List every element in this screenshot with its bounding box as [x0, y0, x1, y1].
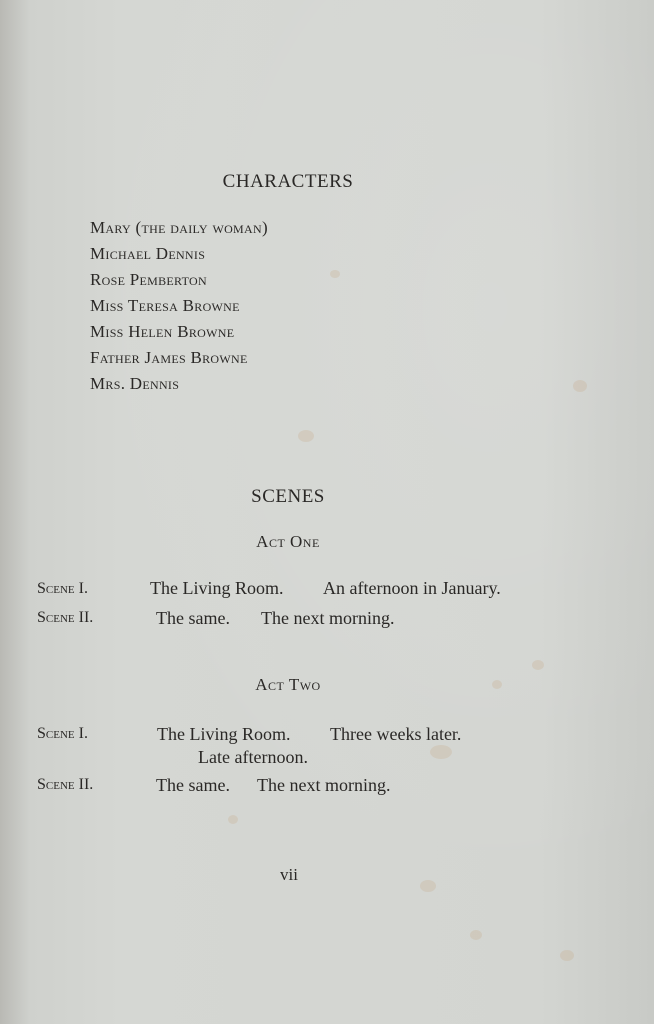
foxing-spot	[420, 880, 436, 892]
character-mary: Mary (the daily woman)	[90, 218, 268, 237]
act-two-scene-2-label: Scene II.	[37, 776, 94, 793]
act-one-scene-1-place: The Living Room.	[150, 578, 284, 598]
character-michael-dennis: Michael Dennis	[90, 244, 206, 263]
foxing-spot	[330, 270, 340, 278]
act-one-title: Act One	[256, 532, 320, 551]
act-one-scene-2-time: The next morning.	[261, 608, 395, 628]
act-two-scene-1-time: Three weeks later.	[330, 724, 462, 744]
character-james-browne: Father James Browne	[90, 348, 248, 367]
foxing-spot	[560, 950, 574, 961]
foxing-spot	[573, 380, 587, 392]
foxing-spot	[470, 930, 482, 940]
foxing-spot	[298, 430, 314, 442]
act-two-title: Act Two	[255, 675, 321, 694]
character-mrs-dennis: Mrs. Dennis	[90, 374, 180, 393]
act-two-scene-2-time: The next morning.	[257, 775, 391, 795]
act-two-scene-1-place: The Living Room.	[157, 724, 291, 744]
page-number: vii	[280, 865, 298, 884]
act-two-scene-2-place: The same.	[156, 775, 230, 795]
act-one-scene-1-time: An afternoon in January.	[323, 578, 501, 598]
foxing-spot	[430, 745, 452, 759]
act-two-scene-1-time-continued: Late afternoon.	[198, 747, 308, 767]
act-two-scene-1-label: Scene I.	[37, 725, 88, 742]
character-rose-pemberton: Rose Pemberton	[90, 270, 207, 289]
character-teresa-browne: Miss Teresa Browne	[90, 296, 240, 315]
foxing-spot	[532, 660, 544, 670]
act-one-scene-2-label: Scene II.	[37, 609, 94, 626]
act-one-scene-2-place: The same.	[156, 608, 230, 628]
act-one-scene-1-label: Scene I.	[37, 580, 88, 597]
foxing-spot	[228, 815, 238, 824]
characters-heading: CHARACTERS	[222, 171, 354, 192]
character-helen-browne: Miss Helen Browne	[90, 322, 235, 341]
scenes-heading: SCENES	[251, 486, 325, 507]
